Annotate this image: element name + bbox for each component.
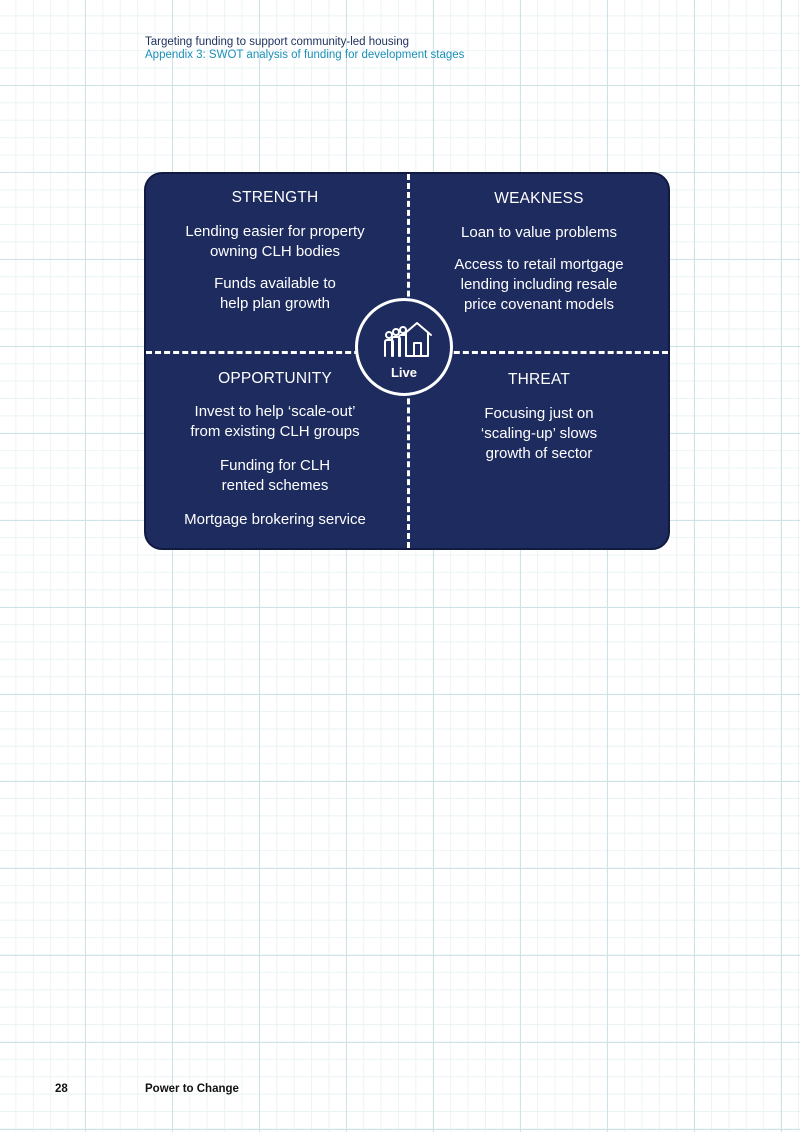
threat-title: THREAT <box>507 371 571 388</box>
appendix-subtitle: Appendix 3: SWOT analysis of funding for development stages <box>145 49 465 61</box>
footer-organisation: Power to Change <box>145 1083 239 1095</box>
opportunity-item: Invest to help ‘scale-out’ from existing CLH groups <box>190 403 360 440</box>
opportunity-title: OPPORTUNITY <box>218 370 332 387</box>
strength-quadrant <box>150 189 400 326</box>
center-badge <box>355 298 453 396</box>
strength-item: Funds available to help plan growth <box>214 275 336 312</box>
opportunity-item: Mortgage brokering service <box>184 511 366 528</box>
weakness-item: Access to retail mortgage lending including resale price covenant models <box>454 256 624 313</box>
strength-title: STRENGTH <box>231 189 319 206</box>
center-label: Live <box>390 365 417 380</box>
weakness-title: WEAKNESS <box>494 190 584 207</box>
weakness-item: Loan to value problems <box>461 224 617 241</box>
threat-item: Focusing just on ‘scaling-up’ slows growth of sector <box>480 405 598 462</box>
threat-quadrant <box>414 371 664 476</box>
page-number: 28 <box>55 1083 68 1095</box>
weakness-quadrant <box>414 190 664 327</box>
opportunity-quadrant <box>150 370 400 544</box>
opportunity-item: Funding for CLH rented schemes <box>219 457 331 494</box>
people-house-icon <box>381 315 433 361</box>
document-title: Targeting funding to support community-led housing <box>145 36 410 48</box>
strength-item: Lending easier for property owning CLH bodies <box>185 223 365 260</box>
